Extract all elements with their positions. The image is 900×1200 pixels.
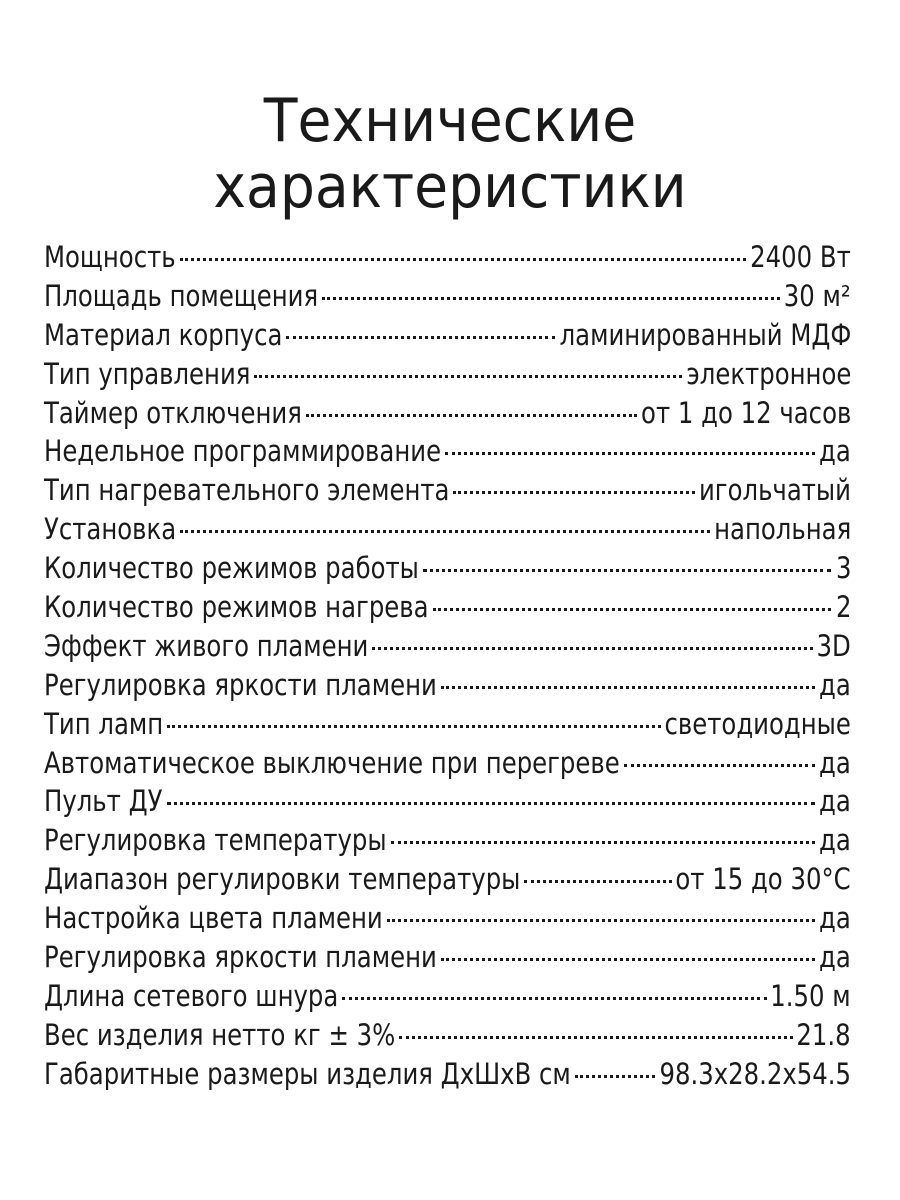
dot-leader xyxy=(441,958,815,961)
spec-label: Настройка цвета пламени xyxy=(44,901,383,936)
dot-leader xyxy=(372,647,812,650)
spec-label: Пульт ДУ xyxy=(44,784,163,819)
spec-value: 3 xyxy=(835,551,851,586)
spec-label: Установка xyxy=(44,512,177,547)
spec-label: Количество режимов работы xyxy=(44,551,419,586)
title-line-2: характеристики xyxy=(213,152,687,223)
spec-value: ламинированный МДФ xyxy=(559,317,851,352)
dot-leader xyxy=(391,841,816,844)
spec-label: Тип управления xyxy=(44,356,251,391)
spec-value: электронное xyxy=(686,356,851,391)
spec-row xyxy=(44,977,851,1016)
dot-leader xyxy=(180,258,747,261)
spec-value: да xyxy=(819,901,851,936)
spec-value: да xyxy=(819,823,851,858)
spec-row xyxy=(44,666,851,705)
spec-value: светодиодные xyxy=(664,706,851,741)
spec-value: да xyxy=(819,434,851,469)
spec-label: Площадь помещения xyxy=(44,278,319,313)
spec-row xyxy=(44,899,851,938)
spec-row xyxy=(44,860,851,899)
spec-row xyxy=(44,316,851,355)
spec-label: Недельное программирование xyxy=(44,434,442,469)
spec-value: да xyxy=(819,784,851,819)
dot-leader xyxy=(387,919,815,922)
spec-row xyxy=(44,510,851,549)
spec-value: от 1 до 12 часов xyxy=(640,395,851,430)
dot-leader xyxy=(453,491,694,494)
spec-row xyxy=(44,1016,851,1055)
spec-row xyxy=(44,627,851,666)
spec-value: 30 м² xyxy=(784,278,851,313)
spec-value: да xyxy=(819,745,851,780)
spec-row xyxy=(44,549,851,588)
dot-leader xyxy=(423,569,831,572)
spec-row xyxy=(44,355,851,394)
spec-value: 98.3х28.2х54.5 xyxy=(659,1056,851,1091)
dot-leader xyxy=(575,1075,656,1078)
spec-label: Мощность xyxy=(44,240,176,274)
page-title xyxy=(36,86,864,223)
spec-value: да xyxy=(819,667,851,702)
dot-leader xyxy=(254,375,682,378)
spec-row xyxy=(44,744,851,783)
spec-row xyxy=(44,1055,851,1094)
spec-label: Количество режимов нагрева xyxy=(44,590,429,625)
spec-row xyxy=(44,782,851,821)
dot-leader xyxy=(524,880,671,883)
dot-leader xyxy=(180,530,710,533)
dot-leader xyxy=(342,997,766,1000)
spec-label: Материал корпуса xyxy=(44,317,283,352)
spec-label: Регулировка яркости пламени xyxy=(44,667,437,702)
spec-value: 21.8 xyxy=(796,1017,851,1052)
dot-leader xyxy=(624,764,815,767)
spec-label: Регулировка яркости пламени xyxy=(44,940,437,975)
dot-leader xyxy=(167,802,816,805)
dot-leader xyxy=(441,686,815,689)
spec-row xyxy=(44,821,851,860)
spec-label: Автоматическое выключение при перегреве xyxy=(44,745,620,780)
spec-label: Вес изделия нетто кг ± 3% xyxy=(44,1017,396,1052)
dot-leader xyxy=(433,608,832,611)
spec-row xyxy=(44,394,851,433)
dot-leader xyxy=(167,725,660,728)
spec-label: Эффект живого пламени xyxy=(44,628,369,663)
dot-leader xyxy=(399,1036,793,1039)
dot-leader xyxy=(286,336,555,339)
spec-label: Регулировка температуры xyxy=(44,823,387,858)
spec-value: 2 xyxy=(835,590,851,625)
spec-row xyxy=(44,432,851,471)
title-line-1: Технические xyxy=(263,86,637,157)
spec-label: Габаритные размеры изделия ДхШхВ см xyxy=(44,1056,571,1091)
spec-value: 3D xyxy=(816,628,851,663)
spec-value: напольная xyxy=(713,512,851,547)
spec-list xyxy=(44,238,851,1094)
spec-row xyxy=(44,277,851,316)
spec-row xyxy=(44,938,851,977)
dot-leader xyxy=(306,414,637,417)
spec-label: Длина сетевого шнура xyxy=(44,978,339,1013)
spec-row xyxy=(44,588,851,627)
spec-value: да xyxy=(819,940,851,975)
spec-label: Диапазон регулировки температуры xyxy=(44,862,521,897)
spec-row xyxy=(44,705,851,744)
spec-row xyxy=(44,471,851,510)
dot-leader xyxy=(322,297,780,300)
spec-label: Тип ламп xyxy=(44,706,164,741)
spec-label: Тип нагревательного элемента xyxy=(44,473,450,508)
spec-value: от 15 до 30°С xyxy=(675,862,851,897)
spec-value: 2400 Вт xyxy=(750,240,851,274)
spec-value: 1.50 м xyxy=(770,978,851,1013)
spec-value: игольчатый xyxy=(698,473,851,508)
spec-row xyxy=(44,238,851,277)
spec-label: Таймер отключения xyxy=(44,395,302,430)
dot-leader xyxy=(445,452,815,455)
